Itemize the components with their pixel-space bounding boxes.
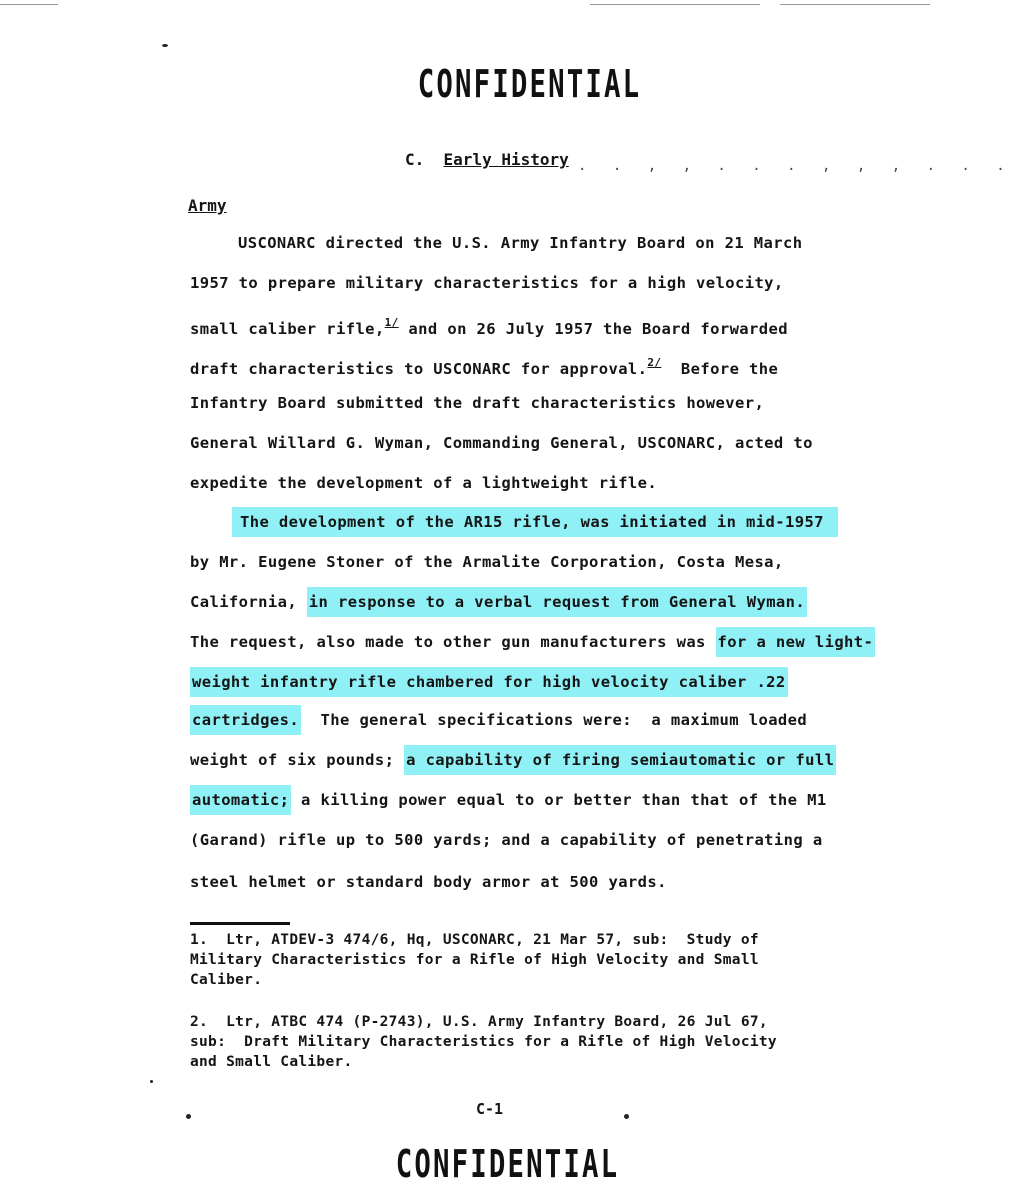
highlight: cartridges. — [190, 705, 301, 735]
highlight: automatic; — [190, 785, 291, 815]
para1-line: General Willard G. Wyman, Commanding General, USCONARC, acted to — [190, 434, 813, 452]
para1-line: small caliber rifle,$^{1/}$ and on 26 July 1957 the Board forwarded — [190, 316, 788, 338]
footnote-1-line: Military Characteristics for a Rifle of High Velocity and Small — [190, 952, 759, 968]
para1-line: 1957 to prepare military characteristics for a high velocity, — [190, 274, 784, 292]
highlight: The development of the AR15 rifle, was initiated in mid-1957 — [232, 507, 838, 537]
scan-speck — [162, 44, 168, 47]
section-letter: C. — [405, 150, 425, 169]
highlight: for a new light- — [716, 627, 876, 657]
para2-line: automatic; a killing power equal to or better than that of the M1 — [190, 789, 827, 811]
footnote-1-line: Caliber. — [190, 972, 263, 988]
para2-line — [190, 671, 788, 693]
para2-line: steel helmet or standard body armor at 500 yards. — [190, 873, 667, 891]
scan-edge — [590, 4, 760, 5]
para2-line: (Garand) rifle up to 500 yards; and a capability of penetrating a — [190, 831, 823, 849]
confidential-stamp-bottom: CONFIDENTIAL — [395, 1142, 620, 1186]
para1-line: expedite the development of a lightweight rifle. — [190, 474, 658, 492]
footnote-ref-1: 1/ — [384, 316, 399, 329]
scan-speck — [624, 1114, 629, 1119]
footnote-1-line: 1. Ltr, ATDEV-3 474/6, Hq, USCONARC, 21 Mar 57, sub: Study of — [190, 932, 759, 948]
para1-line: Infantry Board submitted the draft characteristics however, — [190, 394, 765, 412]
subheading-army: Army — [188, 196, 227, 215]
section-heading — [405, 150, 569, 169]
footnote-2-line: sub: Draft Military Characteristics for a Rifle of High Velocity — [190, 1034, 777, 1050]
footnote-2-line: 2. Ltr, ATBC 474 (P-2743), U.S. Army Infantry Board, 26 Jul 67, — [190, 1014, 768, 1030]
scan-edge — [0, 4, 58, 5]
page-number: C-1 — [476, 1100, 504, 1118]
footnote-rule — [190, 922, 290, 925]
scan-edge — [780, 4, 930, 5]
highlight: weight infantry rifle chambered for high velocity caliber .22 — [190, 667, 788, 697]
para2-line: The request, also made to other gun manufacturers was for a new light- — [190, 631, 875, 653]
footnote-2-line: and Small Caliber. — [190, 1054, 353, 1070]
para2-line: cartridges. The general specifications were: a maximum loaded — [190, 709, 807, 731]
para2-line — [232, 511, 838, 533]
para2-line: weight of six pounds; a capability of firing semiautomatic or full — [190, 749, 836, 771]
para1-line: USCONARC directed the U.S. Army Infantry Board on 21 March — [238, 234, 803, 252]
para2-line: by Mr. Eugene Stoner of the Armalite Corporation, Costa Mesa, — [190, 553, 784, 571]
para2-line: California, in response to a verbal request from General Wyman. — [190, 591, 807, 613]
highlight: in response to a verbal request from General Wyman. — [307, 587, 807, 617]
section-title: Early History — [443, 150, 569, 169]
confidential-stamp-top: CONFIDENTIAL — [417, 62, 642, 106]
highlight: a capability of firing semiautomatic or full — [404, 745, 836, 775]
leader-dots: . . , , . . . , , , . . . — [578, 158, 1014, 174]
scan-speck — [186, 1114, 191, 1119]
scan-speck — [150, 1080, 153, 1083]
footnote-ref-2: 2/ — [647, 356, 662, 369]
para1-line: draft characteristics to USCONARC for approval.$^{2/}$ Before the — [190, 356, 779, 378]
